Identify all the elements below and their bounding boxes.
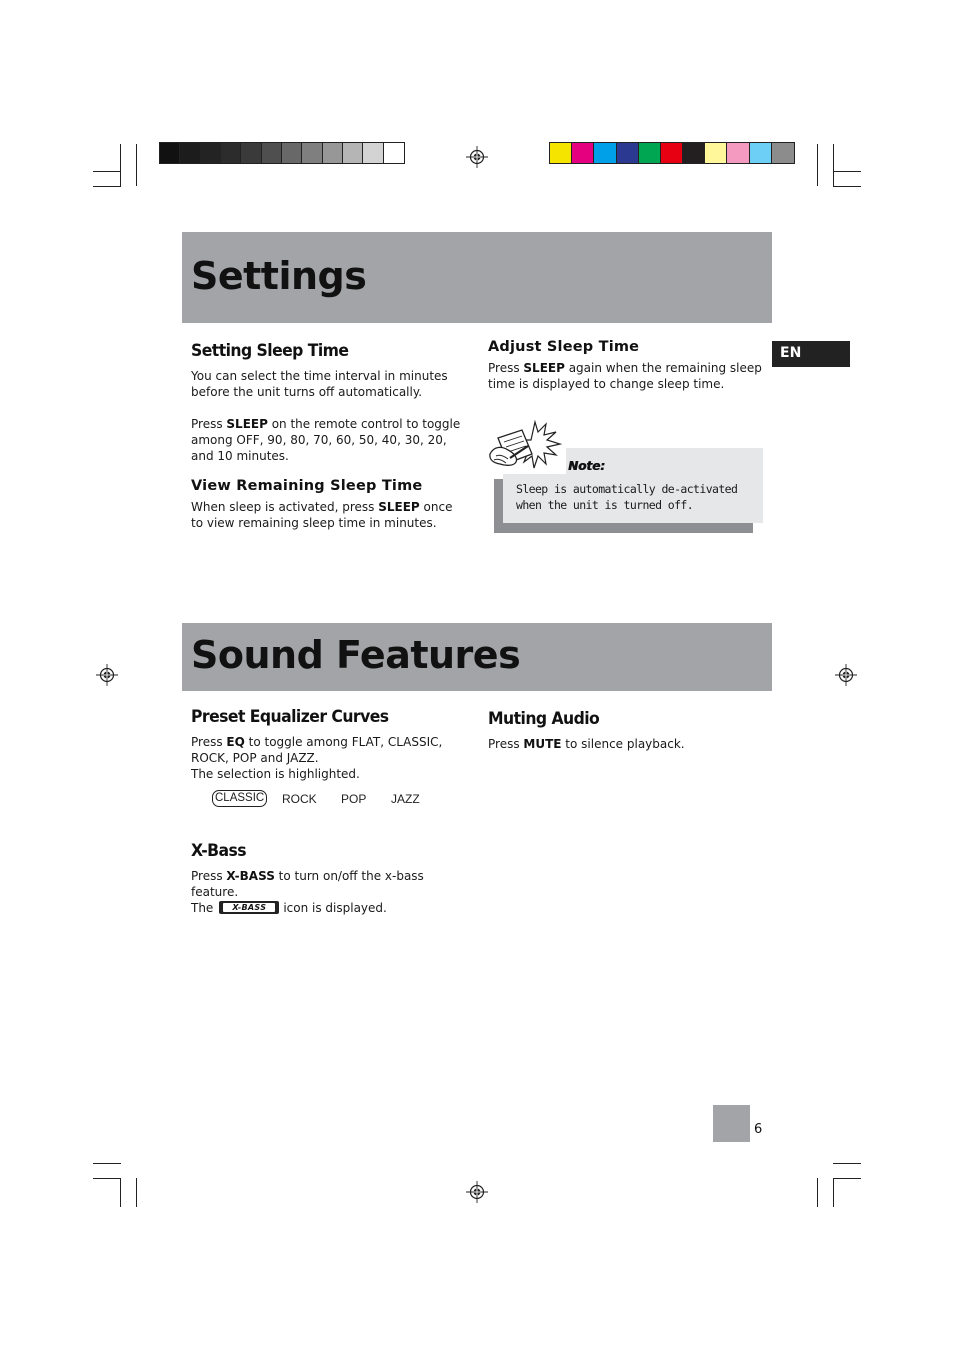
- text-fragment: again when the remaining sleep time is displayed to change sleep time.: [488, 361, 762, 391]
- mute-key-label: MUTE: [523, 737, 562, 751]
- eq-option-rock: ROCK: [282, 792, 317, 806]
- grayscale-calibration-strip: [159, 142, 405, 164]
- registration-mark-icon: [96, 664, 118, 686]
- sleep-key-label: SLEEP: [523, 361, 565, 375]
- gray-swatch: [282, 143, 302, 163]
- eq-option-classic: CLASSIC: [212, 790, 267, 807]
- color-swatch: [750, 143, 772, 163]
- eq-key-label: EQ: [226, 735, 245, 749]
- muting-audio-heading: Muting Audio: [488, 709, 600, 729]
- registration-mark-icon: [466, 146, 488, 168]
- gray-swatch: [221, 143, 241, 163]
- sleep-key-label: SLEEP: [378, 500, 420, 514]
- text-fragment: once to view remaining sleep time in minutes.: [191, 500, 453, 530]
- setting-sleep-time-instruction: [191, 416, 463, 464]
- preset-eq-heading: Preset Equalizer Curves: [191, 707, 389, 727]
- xbass-display-icon: [219, 901, 279, 914]
- language-tab-label: EN: [780, 345, 802, 361]
- registration-mark-icon: [466, 1181, 488, 1203]
- setting-sleep-time-heading: Setting Sleep Time: [191, 341, 349, 361]
- xbass-text: [191, 868, 471, 916]
- note-hand-icon: [488, 416, 566, 474]
- page-number-tab: [713, 1105, 750, 1142]
- color-swatch: [661, 143, 683, 163]
- text-fragment: When sleep is activated, press: [191, 500, 379, 514]
- xbass-key-label: X-BASS: [226, 869, 275, 883]
- gray-swatch: [363, 143, 383, 163]
- color-swatch: [683, 143, 705, 163]
- gray-swatch: [201, 143, 221, 163]
- gray-swatch: [180, 143, 200, 163]
- gray-swatch: [302, 143, 322, 163]
- gray-swatch: [343, 143, 363, 163]
- text-fragment: Press: [488, 361, 524, 375]
- adjust-sleep-text: [488, 360, 763, 392]
- note-text: Sleep is automatically de-activated when the unit is turned off.: [516, 482, 738, 512]
- text-fragment: to toggle among FLAT, CLASSIC, ROCK, POP and JAZZ.: [191, 735, 443, 765]
- gray-swatch: [241, 143, 261, 163]
- color-swatch: [727, 143, 749, 163]
- eq-option-jazz: JAZZ: [391, 792, 420, 806]
- muting-audio-text: [488, 736, 758, 752]
- color-swatch: [705, 143, 727, 163]
- text-fragment: to silence playback.: [561, 737, 685, 751]
- section-title: Sound Features: [191, 633, 521, 677]
- gray-swatch: [323, 143, 343, 163]
- text-fragment: The selection is highlighted.: [191, 767, 360, 781]
- gray-swatch: [384, 143, 404, 163]
- color-swatch: [572, 143, 594, 163]
- language-tab: [772, 341, 850, 367]
- text-fragment: icon is displayed.: [283, 901, 387, 915]
- page-title: Settings: [191, 254, 367, 298]
- registration-mark-icon: [835, 664, 857, 686]
- note-title: Note:: [568, 459, 605, 473]
- sleep-key-label: SLEEP: [226, 417, 268, 431]
- color-swatch: [617, 143, 639, 163]
- color-swatch: [772, 143, 794, 163]
- color-calibration-strip: [549, 142, 795, 164]
- text-fragment: Press: [191, 869, 227, 883]
- text-fragment: Press: [488, 737, 524, 751]
- gray-swatch: [262, 143, 282, 163]
- color-swatch: [639, 143, 661, 163]
- text-fragment: Press: [191, 417, 227, 431]
- settings-banner: [182, 232, 772, 323]
- text-fragment: Press: [191, 735, 227, 749]
- page-number: 6: [754, 1122, 763, 1137]
- text-fragment: The: [191, 901, 214, 915]
- text-fragment: on the remote control to toggle among OFF, 90, 80, 70, 60, 50, 40, 30, 20, and 10 minutes.: [191, 417, 461, 463]
- preset-eq-text: [191, 734, 461, 782]
- view-remaining-text: [191, 499, 466, 531]
- color-swatch: [594, 143, 616, 163]
- xbass-heading: X-Bass: [191, 841, 247, 861]
- view-remaining-heading: View Remaining Sleep Time: [191, 478, 423, 494]
- adjust-sleep-heading: Adjust Sleep Time: [488, 339, 640, 355]
- setting-sleep-time-intro: You can select the time interval in minutes before the unit turns off automatically.: [191, 369, 448, 399]
- sound-features-banner: [182, 623, 772, 691]
- xbass-icon-label: X-BASS: [223, 903, 275, 912]
- text-fragment: to turn on/off the x-bass feature.: [191, 869, 424, 899]
- color-swatch: [550, 143, 572, 163]
- gray-swatch: [160, 143, 180, 163]
- eq-option-pop: POP: [341, 792, 367, 806]
